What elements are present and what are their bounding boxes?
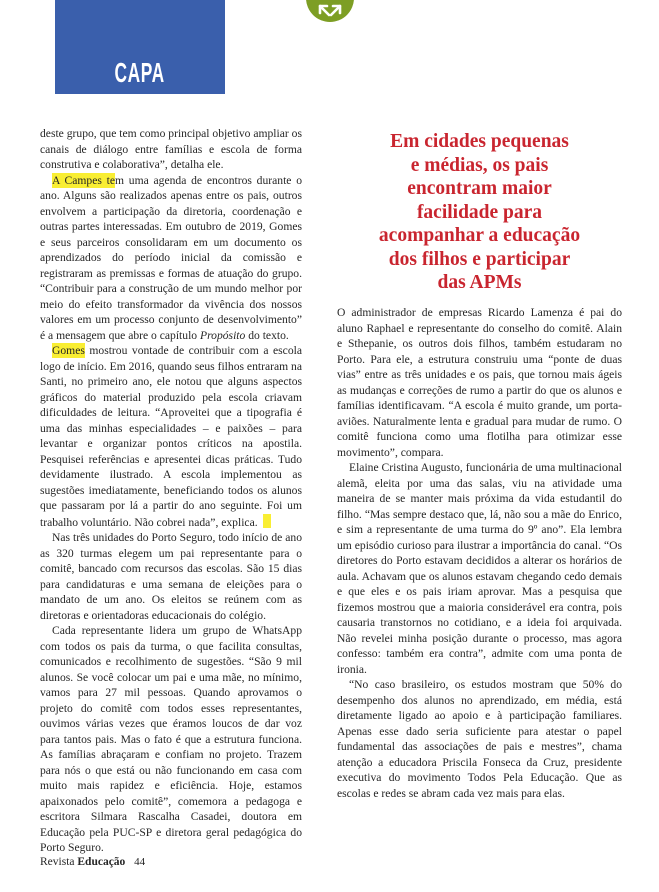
- paragraph-lamenza: O administrador de empresas Ricardo Lamenza é pai do aluno Raphael e representante do conselho do comitê. Alain e Sthepanie, os outros dois filhos, também estudaram no Porto. Para ele, a estrutura construiu uma “ponte de duas vias” entre as três unidades e os pais, que tornou mais ágeis as mudanças e correções de rumo a partir do que os alunos e famílias identificavam. “A escola é muito grande, um porta-aviões. Naturalmente lenta e gradual para mudar de rumo. O comitê funciona como uma flotilha para otimizar esse movimento”, compara.: [337, 306, 622, 459]
- headline-line: das APMs: [437, 272, 522, 293]
- footer-magazine-name-bold: Educação: [77, 856, 126, 868]
- headline-line: encontram maior: [407, 178, 552, 199]
- right-column: [337, 305, 622, 801]
- highlight-mark: [263, 514, 271, 528]
- headline-line: facilidade para: [416, 201, 543, 223]
- page-footer: [40, 856, 145, 868]
- headline-line: dos filhos e participar: [388, 248, 571, 270]
- paragraph-campes: [40, 173, 302, 344]
- paragraph-whatsapp: Cada representante lidera um grupo de WhatsApp com todos os pais da turma, o que facilita consultas, comunicados e recolhimento de sugestões. “São 9 mil alunos. Se você colocar um pai e uma mãe, no mínimo, vamos para 27 mil pessoas. Quando aprovamos o projeto do comitê com todos esses representantes, ouvimos várias vezes que éramos loucos de dar voz para tantos pais. Mas o fato é que a estrutura funciona. As famílias abraçaram e confiam no projeto. Trazem para nós o que está ou não funcionando em casa com muito mais rapidez e eficiência. Hoje, estamos apaixonados pelo comitê”, comemora a pedagoga e escritora Silmara Rascalha Casadei, doutora em Educação pela PUC-SP e diretora geral pedagógica do Porto Seguro.: [40, 624, 302, 854]
- section-tag-block: [55, 0, 225, 94]
- footer-magazine-name: Revista: [40, 856, 75, 868]
- footer-page-number: 44: [134, 856, 146, 868]
- paragraph-text: do texto.: [245, 328, 289, 342]
- paragraph-text: m uma agenda de encontros durante o ano. Alguns são realizados apenas entre os pais, outros envolvem a participação da diretoria, coordenação e outras partes interessadas. Em outubro de 2019, Gomes e seus parceiros consolidaram em um documento os aprendizados do período inicial da comissão e registraram as premissas e formas de atuação do grupo. “Contribuir para a construção de um mundo melhor por meio do efeito transformador da vivência dos nossos valores em um processo conjunto de desenvolvimento” é a mensagem que abre o capítulo: [40, 173, 303, 342]
- headline-line: Em cidades pequenas: [390, 131, 569, 152]
- italic-text: Propósito: [200, 328, 246, 342]
- highlighted-text: Gomes: [52, 344, 85, 357]
- expand-button[interactable]: [306, 0, 354, 22]
- expand-arrows-icon: [306, 0, 354, 22]
- paragraph-text: mostrou vontade de contribuir com a escola logo de início. Em 2016, quando seus filhos entraram na Santi, no primeiro ano, ele notou que alguns aspectos gráficos do material produzido pela escola criavam dificuldades de leitura. “Aproveitei que a tipografia é uma das minhas especialidades – e paixões – para levantar e organizar pontos críticos na apostila. Pesquisei referências e apresentei dicas práticas. Tudo devidamente ilustrado. A escola implementou as sugestões imediatamente, beneficiando todos os alunos que passaram por lá a partir do ano seguinte. Foi um trabalho voluntário. Não cobrei nada”, explica.: [40, 344, 302, 529]
- highlighted-text: A Campes te: [52, 173, 115, 187]
- pull-quote-headline: [337, 130, 622, 295]
- section-tag-label: CAPA: [114, 57, 166, 88]
- paragraph-unidades: Nas três unidades do Porto Seguro, todo início de ano as 320 turmas elegem um pai representante para o comitê, bancado com recursos das escolas. São 15 dias para candidaturas e uma semana de eleições para o mandato de um ano. Os eleitos se reúnem com as diretoras e orientadoras educacionais do colégio.: [40, 531, 302, 622]
- headline-line: e médias, os pais: [410, 154, 549, 176]
- left-column: [40, 126, 302, 856]
- paragraph-gomes: [40, 343, 302, 530]
- paragraph-continuation: deste grupo, que tem como principal objetivo ampliar os canais de diálogo entre famílias e escola de forma construtiva e colaborativa”, detalha ele.: [40, 127, 302, 171]
- paragraph-elaine: Elaine Cristina Augusto, funcionária de uma multinacional alemã, eleita por uma das salas, viu na atividade uma maneira de se manter mais próxima da vida estudantil do filho. “Mas sempre destaco que, lá, não sou a mãe do Enrico, e sim a representante de uma turma do 9º ano”. Ela lembra um episódio curioso para ilustrar a importância do canal. “Os diretores do Porto estavam decididos a alterar os horários de aula. Achavam que os alunos estavam chegando cedo demais e que eles e os pais iriam aprovar. Mas a pesquisa que fizemos mostrou que a maioria considerável era contra, pois causaria transtornos no cotidiano, e a ideia foi arquivada. Não revelei minha posição durante o processo, mas agora confesso: também era contra”, admite com uma ponta de ironia.: [337, 461, 622, 676]
- headline-line: acompanhar a educação: [378, 225, 581, 246]
- paragraph-priscila: “No caso brasileiro, os estudos mostram que 50% do desempenho dos alunos no aprendizado, em média, está diretamente ligado ao apoio e à participação familiares. Apenas esse dado seria suficiente para atestar o papel fundamental das associações de pais e mestres”, chama atenção a educadora Priscila Fonseca da Cruz, presidente executiva do movimento Todos Pela Educação. Que as escolas e redes se abram cada vez mais para elas.: [337, 678, 622, 800]
